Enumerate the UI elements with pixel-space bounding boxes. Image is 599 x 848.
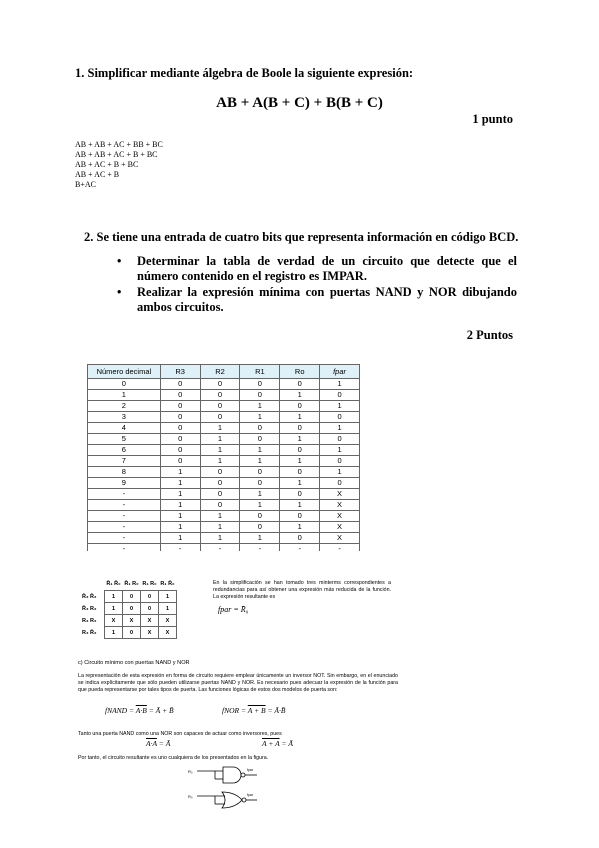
truth-table-cell: 4 (88, 423, 161, 434)
truth-table-cell: X (320, 511, 360, 522)
truth-table-cell: 0 (240, 478, 280, 489)
inverter-note: Tanto una puerta NAND como una NOR son capaces de actuar como inversores, pues (78, 731, 282, 737)
nand-inverter-result: = Ā (156, 739, 171, 748)
truth-table-cell: 1 (240, 412, 280, 423)
bullet-icon: • (117, 285, 122, 299)
header-r2: R2 (200, 365, 240, 379)
truth-table-cell: 0 (200, 500, 240, 511)
truth-table-cell: 5 (88, 434, 161, 445)
truth-table-cell: 1 (280, 434, 320, 445)
kmap-cell: 0 (141, 603, 159, 615)
truth-table-cell: 0 (200, 489, 240, 500)
gate-circuits (185, 762, 295, 810)
truth-table-cell: 1 (160, 522, 200, 533)
nand-label: fNAND = (105, 706, 136, 715)
truth-table-cell: 0 (280, 489, 320, 500)
truth-table-cell: 0 (160, 434, 200, 445)
question-2-title: 2. Se tiene una entrada de cuatro bits que representa información en código BCD. (84, 230, 519, 244)
truth-table-cell: 1 (240, 445, 280, 456)
truth-table-cell: 1 (280, 500, 320, 511)
explanation-paragraph: La representación de esta expresión en forma de circuito requiere emplear únicamente un inversor NOT. Sin embargo, en el enunciado se indica explícitamente que sólo pueden utilizarse puertas NAND y NOR. Es necesario pues adecuar la expresión de la función para que pueda representarse por tales tipos de puerta. Las funciones lógicas de estos dos modelos de puerta son: (78, 673, 398, 693)
nand-inverter-term: A·A (146, 739, 157, 748)
truth-table-row (88, 478, 360, 489)
nor-inverter-result: = Ā (279, 739, 293, 748)
truth-table-cell: 1 (240, 401, 280, 412)
nor-inverter-eq (262, 739, 293, 748)
bullet-item (117, 254, 517, 284)
truth-table-cell: 1 (200, 533, 240, 544)
truth-table-image (87, 364, 360, 551)
truth-table-cell: 1 (280, 478, 320, 489)
truth-table-cell: 7 (88, 456, 161, 467)
truth-table (87, 364, 360, 551)
header-r1: R1 (240, 365, 280, 379)
bullet-item (117, 285, 517, 315)
truth-table-cell: 0 (200, 478, 240, 489)
truth-table-cell: 0 (280, 379, 320, 390)
header-r0: Ro (280, 365, 320, 379)
truth-table-cell: 0 (160, 390, 200, 401)
truth-table-header-row (88, 365, 360, 379)
truth-table-cell: 1 (320, 379, 360, 390)
truth-table-cell: 1 (240, 533, 280, 544)
simplification-text: En la simplificación se han tomado tres minterms correspondientes a redundancias para así obtener una expresión más reducida de la función. La expresión resultante es (213, 580, 391, 600)
step-line: AB + AB + AC + B + BC (75, 150, 158, 159)
truth-table-row (88, 434, 360, 445)
truth-table-cell: 0 (320, 434, 360, 445)
truth-table-cell: - (200, 544, 240, 552)
truth-table-cell: 6 (88, 445, 161, 456)
truth-table-cell: 0 (200, 379, 240, 390)
kmap-cell: 0 (123, 591, 141, 603)
nor-inverter-term: A + A (262, 739, 280, 748)
truth-table-cell: X (320, 533, 360, 544)
truth-table-cell: 1 (320, 445, 360, 456)
section-c-heading: c) Circuito mínimo con puertas NAND y NOR (78, 660, 190, 666)
question-1-expression: AB + A(B + C) + B(B + C) (216, 95, 383, 111)
truth-table-cell: 0 (160, 379, 200, 390)
nor-output-label: fpar (247, 793, 254, 797)
truth-table-cell: 1 (200, 445, 240, 456)
truth-table-cell: 0 (280, 467, 320, 478)
kmap-cell: 0 (123, 627, 141, 639)
kmap-col-header: R₁ R₀ (142, 581, 157, 587)
kmap-cell: 1 (105, 627, 123, 639)
truth-table-cell: 1 (160, 478, 200, 489)
truth-table-row (88, 423, 360, 434)
truth-table-cell: 1 (200, 423, 240, 434)
truth-table-cell: - (88, 489, 161, 500)
step-line: AB + AB + AC + BB + BC (75, 140, 163, 149)
truth-table-cell: 9 (88, 478, 161, 489)
truth-table-cell: 1 (200, 434, 240, 445)
truth-table-cell: 0 (240, 423, 280, 434)
truth-table-cell: 0 (280, 445, 320, 456)
bullet-icon: • (117, 254, 122, 268)
header-r3: R3 (160, 365, 200, 379)
truth-table-cell: 0 (240, 379, 280, 390)
kmap-cell: 1 (159, 603, 177, 615)
truth-table-cell: 0 (200, 412, 240, 423)
simplification-steps (75, 140, 163, 190)
kmap-cell: 0 (123, 603, 141, 615)
question-2-bullets (117, 254, 517, 316)
truth-table-row (88, 379, 360, 390)
truth-table-cell: 0 (88, 379, 161, 390)
kmap-cell: 0 (141, 591, 159, 603)
kmap-col-header: R̄₁ R₀ (124, 581, 139, 587)
nand-input-label: R₀ (188, 769, 193, 774)
bullet-text: Realizar la expresión mínima con puertas NAND y NOR dibujando ambos circuitos. (137, 285, 517, 314)
karnaugh-map-table (82, 578, 177, 639)
truth-table-cell: 1 (240, 489, 280, 500)
truth-table-row (88, 467, 360, 478)
truth-table-cell: 8 (88, 467, 161, 478)
header-fpar: fpar (320, 365, 360, 379)
truth-table-row (88, 533, 360, 544)
result-formula: fpar = R̄₀ (218, 605, 249, 614)
nor-function (222, 706, 285, 715)
truth-table-row (88, 401, 360, 412)
truth-table-cell: 0 (280, 401, 320, 412)
truth-table-cell: 1 (320, 423, 360, 434)
kmap-col-header: R̄₁ R̄₀ (106, 581, 121, 587)
truth-table-cell: 0 (320, 412, 360, 423)
truth-table-row (88, 390, 360, 401)
kmap-cell: 1 (159, 591, 177, 603)
kmap-col-header: R₁ R̄₀ (160, 581, 175, 587)
truth-table-cell: - (320, 544, 360, 552)
step-line: B+AC (75, 180, 96, 189)
truth-table-row (88, 511, 360, 522)
truth-table-cell: 0 (320, 390, 360, 401)
truth-table-row (88, 445, 360, 456)
truth-table-cell: 0 (240, 467, 280, 478)
kmap-cell: X (105, 615, 123, 627)
truth-table-cell: 0 (240, 434, 280, 445)
kmap-cell: X (159, 615, 177, 627)
truth-table-cell: - (88, 533, 161, 544)
truth-table-cell: 0 (200, 401, 240, 412)
truth-table-cell: 0 (160, 445, 200, 456)
kmap-row-header: R̄₃ R₂ (82, 605, 97, 612)
truth-table-cell: 1 (200, 511, 240, 522)
truth-table-cell: 0 (280, 533, 320, 544)
nor-label: fNOR = (222, 706, 248, 715)
question-2-points: 2 Puntos (466, 328, 513, 342)
truth-table-row (88, 412, 360, 423)
nand-eq: = (146, 706, 156, 715)
truth-table-row (88, 544, 360, 552)
step-line: AB + AC + B (75, 170, 120, 179)
truth-table-cell: - (88, 500, 161, 511)
truth-table-cell: X (320, 500, 360, 511)
kmap-row-header: R₃ R̄₂ (82, 629, 97, 636)
truth-table-body (88, 379, 360, 552)
nand-function (105, 706, 174, 715)
question-1-points: 1 punto (472, 112, 513, 126)
question-1-title: 1. Simplificar mediante álgebra de Boole la siguiente expresión: (75, 66, 414, 80)
truth-table-cell: 1 (160, 511, 200, 522)
nand-inverter-eq (146, 739, 170, 748)
nand-expanded: Ā + B̄ (155, 706, 174, 715)
truth-table-cell: 1 (280, 522, 320, 533)
truth-table-cell: 1 (280, 456, 320, 467)
truth-table-cell: 1 (160, 489, 200, 500)
bullet-text: Determinar la tabla de verdad de un circuito que detecte que el número contenido en el registro es IMPAR. (137, 254, 517, 283)
truth-table-cell: 1 (280, 412, 320, 423)
karnaugh-map (82, 578, 177, 639)
step-line: AB + AC + B + BC (75, 160, 139, 169)
kmap-cell: X (159, 627, 177, 639)
truth-table-cell: 0 (280, 511, 320, 522)
kmap-row-header: R̄₃ R̄₂ (82, 593, 97, 600)
truth-table-cell: 3 (88, 412, 161, 423)
truth-table-cell: - (280, 544, 320, 552)
nor-eq: = (265, 706, 275, 715)
truth-table-row (88, 489, 360, 500)
kmap-cell: 1 (105, 591, 123, 603)
truth-table-cell: 1 (240, 500, 280, 511)
truth-table-cell: X (320, 522, 360, 533)
truth-table-row (88, 456, 360, 467)
truth-table-cell: 0 (320, 456, 360, 467)
circuit-note: Por tanto, el circuito resultante es uno cualquiera de los presentados en la figura. (78, 755, 269, 761)
truth-table-cell: 1 (160, 500, 200, 511)
nor-term: A + B (247, 706, 266, 715)
nand-output-label: fpar (247, 768, 254, 772)
truth-table-cell: 1 (240, 456, 280, 467)
nor-input-label: R₀ (188, 794, 193, 799)
kmap-corner (82, 578, 105, 591)
truth-table-cell: 0 (160, 412, 200, 423)
kmap-cell: X (123, 615, 141, 627)
truth-table-row (88, 522, 360, 533)
kmap-cell: X (141, 627, 159, 639)
kmap-row-header: R₃ R₂ (82, 617, 97, 624)
truth-table-cell: 0 (240, 511, 280, 522)
truth-table-cell: 1 (88, 390, 161, 401)
truth-table-cell: - (88, 511, 161, 522)
truth-table-cell: 1 (200, 522, 240, 533)
truth-table-cell: 0 (160, 423, 200, 434)
truth-table-cell: 0 (200, 467, 240, 478)
truth-table-cell: 1 (200, 456, 240, 467)
truth-table-cell: 0 (280, 423, 320, 434)
truth-table-cell: 2 (88, 401, 161, 412)
truth-table-cell: - (160, 544, 200, 552)
truth-table-cell: X (320, 489, 360, 500)
nand-term: A·B (135, 706, 147, 715)
truth-table-cell: 0 (160, 401, 200, 412)
header-decimal: Número decimal (88, 365, 161, 379)
truth-table-cell: 1 (320, 467, 360, 478)
truth-table-cell: 0 (320, 478, 360, 489)
truth-table-cell: 0 (160, 456, 200, 467)
truth-table-cell: 0 (200, 390, 240, 401)
truth-table-row (88, 500, 360, 511)
nor-expanded: Ā·B̄ (274, 706, 286, 715)
truth-table-cell: 1 (280, 390, 320, 401)
kmap-cell: 1 (105, 603, 123, 615)
truth-table-cell: 1 (160, 533, 200, 544)
truth-table-cell: - (240, 544, 280, 552)
truth-table-cell: 1 (320, 401, 360, 412)
truth-table-cell: 1 (160, 467, 200, 478)
truth-table-cell: 0 (240, 522, 280, 533)
truth-table-cell: - (88, 522, 161, 533)
truth-table-cell: - (88, 544, 161, 552)
kmap-cell: X (141, 615, 159, 627)
truth-table-cell: 0 (240, 390, 280, 401)
